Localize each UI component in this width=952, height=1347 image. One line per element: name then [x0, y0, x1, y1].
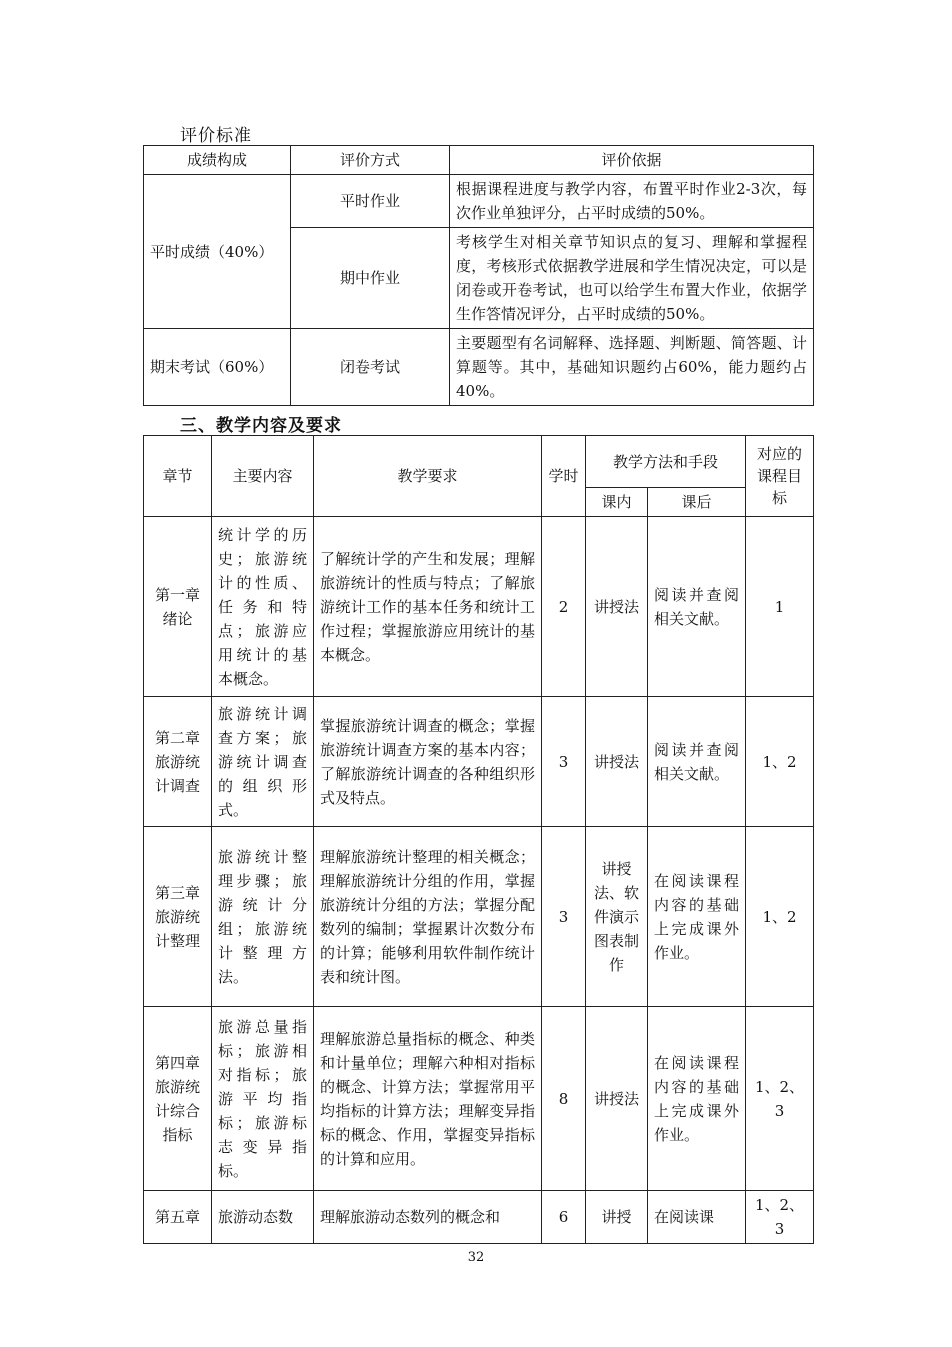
content-cell: 旅游动态数 — [212, 1191, 314, 1244]
header-cell: 成绩构成 — [144, 146, 291, 175]
requirements-cell: 理解旅游总量指标的概念、种类和计量单位；理解六种相对指标的概念、计算方法；掌握常用平均指标的计算方法；理解变异指标的概念、作用，掌握变异指标的计算和应用。 — [314, 1007, 542, 1191]
table-row — [144, 697, 814, 827]
table-row — [144, 1191, 814, 1244]
after-class-cell: 在阅读课程内容的基础上完成课外作业。 — [648, 827, 746, 1007]
after-class-cell: 在阅读课程内容的基础上完成课外作业。 — [648, 1007, 746, 1191]
component-cell: 期末考试（60%） — [144, 329, 291, 406]
content-cell: 旅游总量指标；旅游相对指标；旅游平均指标；旅游标志变异指标。 — [212, 1007, 314, 1191]
hours-cell: 2 — [542, 517, 586, 697]
header-objectives: 对应的课程目标 — [746, 436, 814, 517]
in-class-cell: 讲授法、软件演示图表制作 — [586, 827, 648, 1007]
requirements-cell: 掌握旅游统计调查的概念；掌握旅游统计调查方案的基本内容；了解旅游统计调查的各种组织形式及特点。 — [314, 697, 542, 827]
requirements-cell: 理解旅游动态数列的概念和 — [314, 1191, 542, 1244]
in-class-cell: 讲授 — [586, 1191, 648, 1244]
section-title-content: 三、教学内容及要求 — [180, 416, 342, 436]
header-requirements: 教学要求 — [314, 436, 542, 517]
header-in-class: 课内 — [586, 488, 648, 517]
in-class-cell: 讲授法 — [586, 1007, 648, 1191]
objectives-cell: 1、2、3 — [746, 1191, 814, 1244]
requirements-cell: 理解旅游统计整理的相关概念；理解旅游统计分组的作用，掌握旅游统计分组的方法；掌握分配数列的编制；掌握累计次数分布的计算；能够利用软件制作统计表和统计图。 — [314, 827, 542, 1007]
chapter-cell: 第二章旅游统计调查 — [144, 697, 212, 827]
after-class-cell: 在阅读课 — [648, 1191, 746, 1244]
objectives-cell: 1、2 — [746, 697, 814, 827]
hours-cell: 3 — [542, 697, 586, 827]
table-header-row — [144, 436, 814, 488]
hours-cell: 6 — [542, 1191, 586, 1244]
header-cell: 评价方式 — [291, 146, 450, 175]
method-cell: 平时作业 — [291, 175, 450, 228]
method-cell: 闭卷考试 — [291, 329, 450, 406]
content-cell: 统计学的历史；旅游统计的性质、任务和特点；旅游应用统计的基本概念。 — [212, 517, 314, 697]
header-chapter: 章节 — [144, 436, 212, 517]
header-content: 主要内容 — [212, 436, 314, 517]
chapter-cell: 第三章旅游统计整理 — [144, 827, 212, 1007]
hours-cell: 8 — [542, 1007, 586, 1191]
page-number: 32 — [467, 1250, 485, 1265]
basis-cell: 根据课程进度与教学内容，布置平时作业2-3次，每次作业单独评分，占平时成绩的50%。 — [450, 175, 814, 228]
content-cell: 旅游统计整理步骤；旅游统计分组；旅游统计整理方法。 — [212, 827, 314, 1007]
objectives-cell: 1 — [746, 517, 814, 697]
chapter-cell: 第四章旅游统计综合指标 — [144, 1007, 212, 1191]
header-after-class: 课后 — [648, 488, 746, 517]
header-methods: 教学方法和手段 — [586, 436, 746, 488]
after-class-cell: 阅读并查阅相关文献。 — [648, 517, 746, 697]
header-cell: 评价依据 — [450, 146, 814, 175]
table-row — [144, 329, 814, 406]
table-row — [144, 827, 814, 1007]
in-class-cell: 讲授法 — [586, 517, 648, 697]
table-row — [144, 175, 814, 228]
requirements-cell: 了解统计学的产生和发展；理解旅游统计的性质与特点；了解旅游统计工作的基本任务和统计工作过程；掌握旅游应用统计的基本概念。 — [314, 517, 542, 697]
chapter-cell: 第一章绪论 — [144, 517, 212, 697]
chapter-cell: 第五章 — [144, 1191, 212, 1244]
table-header-row — [144, 146, 814, 175]
section-title-evaluation: 评价标准 — [180, 126, 252, 146]
evaluation-table — [143, 145, 814, 406]
objectives-cell: 1、2 — [746, 827, 814, 1007]
method-cell: 期中作业 — [291, 228, 450, 329]
in-class-cell: 讲授法 — [586, 697, 648, 827]
after-class-cell: 阅读并查阅相关文献。 — [648, 697, 746, 827]
basis-cell: 主要题型有名词解释、选择题、判断题、简答题、计算题等。其中，基础知识题约占60%，能力题约占40%。 — [450, 329, 814, 406]
content-table — [143, 435, 814, 1244]
component-cell: 平时成绩（40%） — [144, 175, 291, 329]
table-row — [144, 1007, 814, 1191]
basis-cell: 考核学生对相关章节知识点的复习、理解和掌握程度，考核形式依据教学进展和学生情况决定，可以是闭卷或开卷考试，也可以给学生布置大作业，依据学生作答情况评分，占平时成绩的50%。 — [450, 228, 814, 329]
header-hours: 学时 — [542, 436, 586, 517]
objectives-cell: 1、2、3 — [746, 1007, 814, 1191]
content-cell: 旅游统计调查方案；旅游统计调查的组织形式。 — [212, 697, 314, 827]
table-row — [144, 517, 814, 697]
hours-cell: 3 — [542, 827, 586, 1007]
